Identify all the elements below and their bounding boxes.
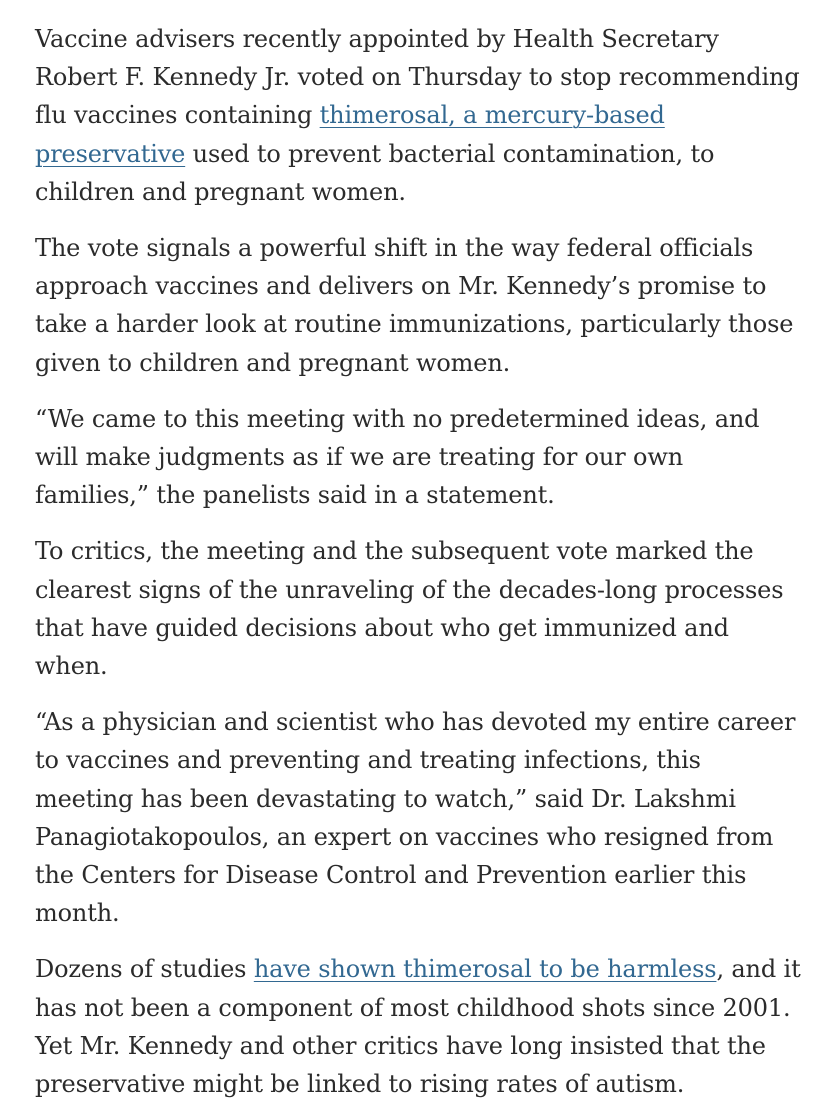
paragraph-thimerosal-vote — [35, 20, 804, 211]
paragraph-1-text-end: used to prevent bacterial contamination, to children and pregnant women. — [35, 139, 715, 206]
paragraph-1-text-start: Vaccine advisers recently appointed by Health Secretary Robert F. Kennedy Jr. voted on Thursday to stop recommending flu vaccines containing — [35, 25, 800, 130]
paragraph-physician-quote: “As a physician and scientist who has devoted my entire career to vaccines and preventing and treating infections, this meeting has been devastating to watch,” said Dr. Lakshmi Panagiotakopoulos, an expert on vaccines who resigned from the Centers for Disease Control and Prevention earlier this month. — [35, 708, 796, 928]
paragraph-panelists-statement: “We came to this meeting with no predetermined ideas, and will make judgments as if we are treating for our own families,” the panelists said in a statement. — [35, 404, 760, 510]
paragraph-6-text-start: Dozens of studies — [35, 955, 254, 984]
paragraph-policy-shift: The vote signals a powerful shift in the way federal officials approach vaccines and delivers on Mr. Kennedy’s promise to take a harder look at routine immunizations, particularly those given to children and pregnant women. — [35, 234, 794, 377]
thimerosal-harmless-link[interactable]: have shown thimerosal to be harmless — [253, 955, 717, 984]
paragraph-studies — [35, 950, 804, 1103]
paragraph-critics: To critics, the meeting and the subsequent vote marked the clearest signs of the unraveling of the decades-long processes that have guided decisions about who get immunized and when. — [35, 537, 784, 681]
paragraph-6-text-end: , and it has not been a component of most childhood shots since 2001. Yet Mr. Kennedy and other critics have long insisted that the preservative might be linked to rising rates of autism. — [35, 955, 801, 1099]
thimerosal-preservative-link[interactable]: thimerosal, a mercury-based preservative — [35, 101, 665, 168]
